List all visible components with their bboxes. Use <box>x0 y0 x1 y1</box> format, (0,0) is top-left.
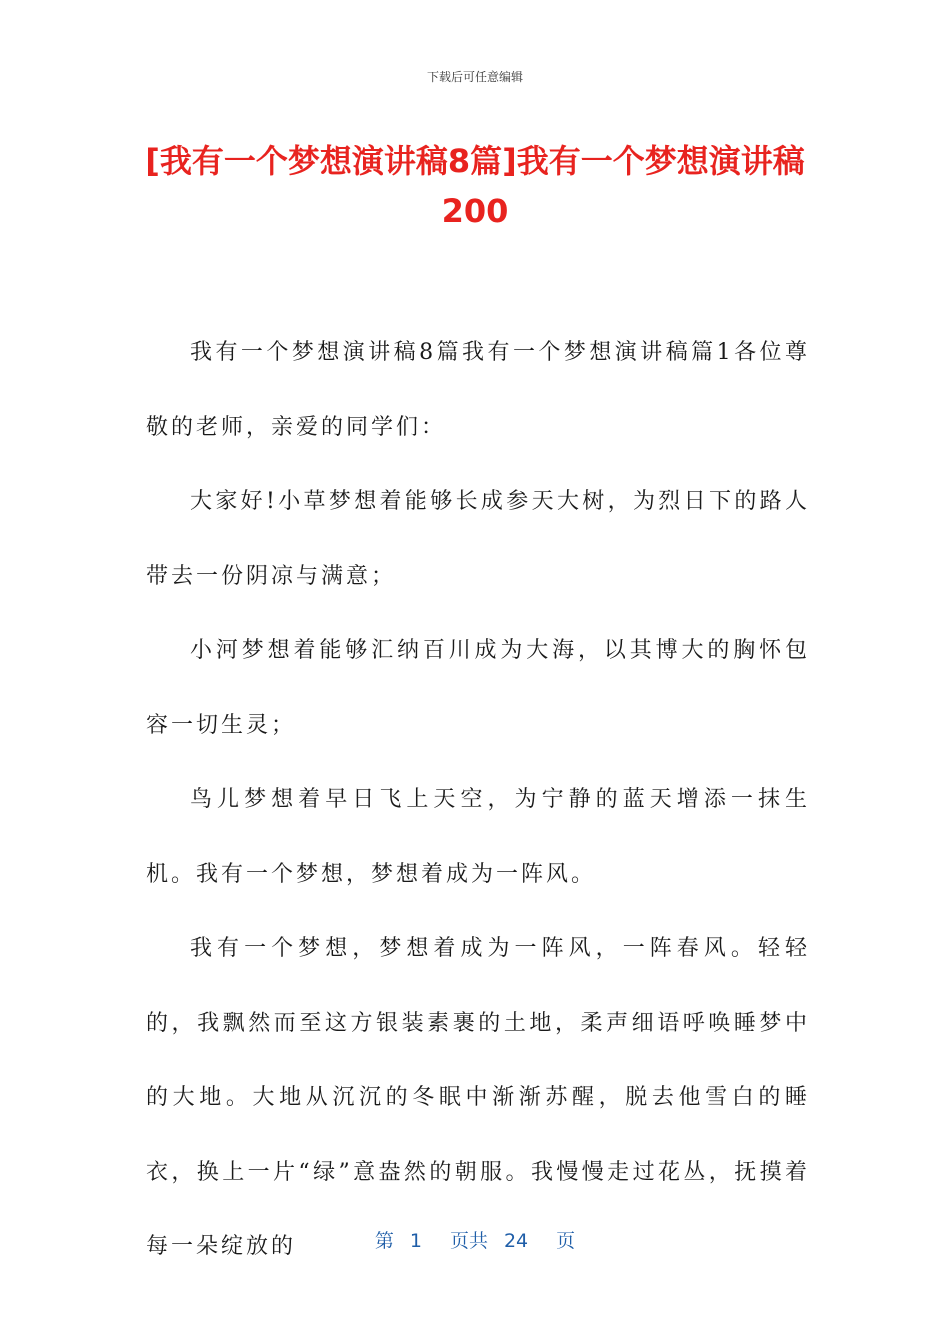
paragraph: 大家好!小草梦想着能够长成参天大树，为烈日下的路人带去一份阴凉与满意； <box>146 489 810 589</box>
paragraph: 小河梦想着能够汇纳百川成为大海，以其博大的胸怀包容一切生灵； <box>146 638 810 738</box>
current-page-number: 1 <box>409 1230 422 1252</box>
paragraph: 我有一个梦想，梦想着成为一阵风，一阵春风。轻轻的，我飘然而至这方银装素裹的土地，柔声细语呼唤睡梦中的大地。大地从沉沉的冬眠中渐渐苏醒，脱去他雪白的睡衣，换上一片“绿”意盎然的朝服。我慢慢走过花丛，抚摸着每一朵绽放的 <box>146 936 810 1259</box>
total-pages-number: 24 <box>503 1230 529 1252</box>
document-body <box>146 316 810 1285</box>
page-suffix: 页 <box>556 1230 576 1252</box>
page-prefix: 第 <box>374 1230 394 1252</box>
page-mid: 页共 <box>449 1230 488 1252</box>
page-footer <box>0 1226 950 1253</box>
header-note: 下载后可任意编辑 <box>426 70 523 84</box>
document-title: [我有一个梦想演讲稿8篇]我有一个梦想演讲稿200 <box>145 142 805 230</box>
paragraph: 鸟儿梦想着早日飞上天空，为宁静的蓝天增添一抹生机。我有一个梦想，梦想着成为一阵风。 <box>146 787 810 887</box>
paragraph: 我有一个梦想演讲稿8篇我有一个梦想演讲稿篇1各位尊敬的老师，亲爱的同学们： <box>146 340 810 440</box>
